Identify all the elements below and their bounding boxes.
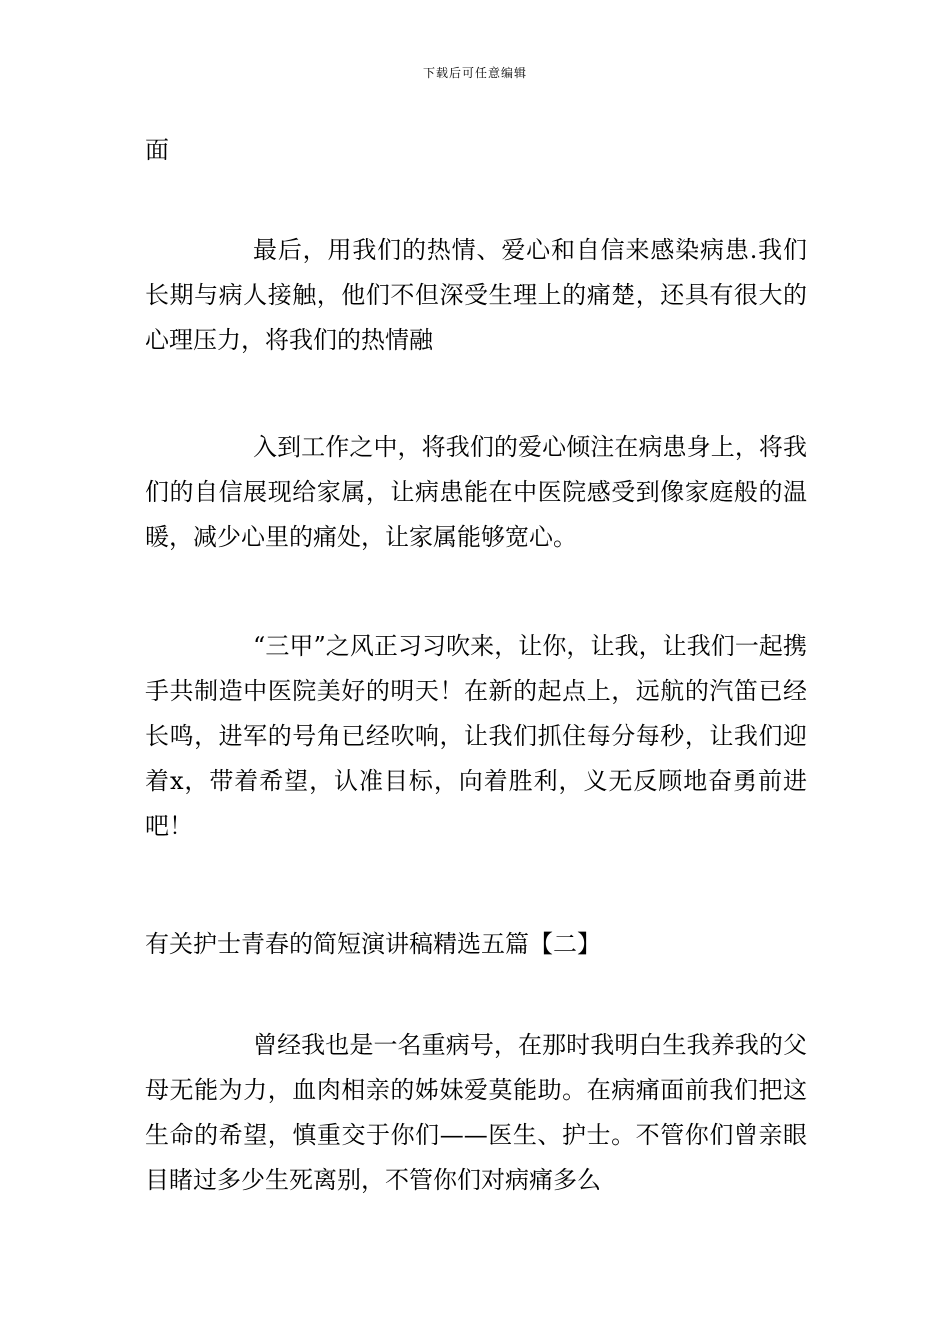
page-header-note: 下载后可任意编辑 [422, 66, 527, 80]
paragraph-patient-memory: 曾经我也是一名重病号，在那时我明白生我养我的父母无能为力，血肉相亲的姊妹爱莫能助。在病痛面前我们把这生命的希望，慎重交于你们——医生、护士。不管你们曾亲眼目睹过多少生死离别，不管你们对病痛多么 [145, 1031, 807, 1194]
paragraph-work-dedication: 入到工作之中，将我们的爱心倾注在病患身上，将我们的自信展现给家属，让病患能在中医院感受到像家庭般的温暖，减少心里的痛处，让家属能够宽心。 [145, 433, 807, 551]
paragraph-sanjia-call: “三甲”之风正习习吹来，让你，让我，让我们一起携手共制造中医院美好的明天！在新的起点上，远航的汽笛已经长鸣，进军的号角已经吹响，让我们抓住每分每秒，让我们迎着x，带着希望，认准目标，向着胜利，义无反顾地奋勇前进吧！ [145, 632, 807, 840]
section-heading: 有关护士青春的简短演讲稿精选五篇【二】 [145, 930, 601, 958]
continued-paragraph-fragment: 面 [145, 136, 169, 164]
paragraph-enthusiasm: 最后，用我们的热情、爱心和自信来感染病患.我们长期与病人接触，他们不但深受生理上的痛楚，还具有很大的心理压力，将我们的热情融 [145, 236, 807, 354]
